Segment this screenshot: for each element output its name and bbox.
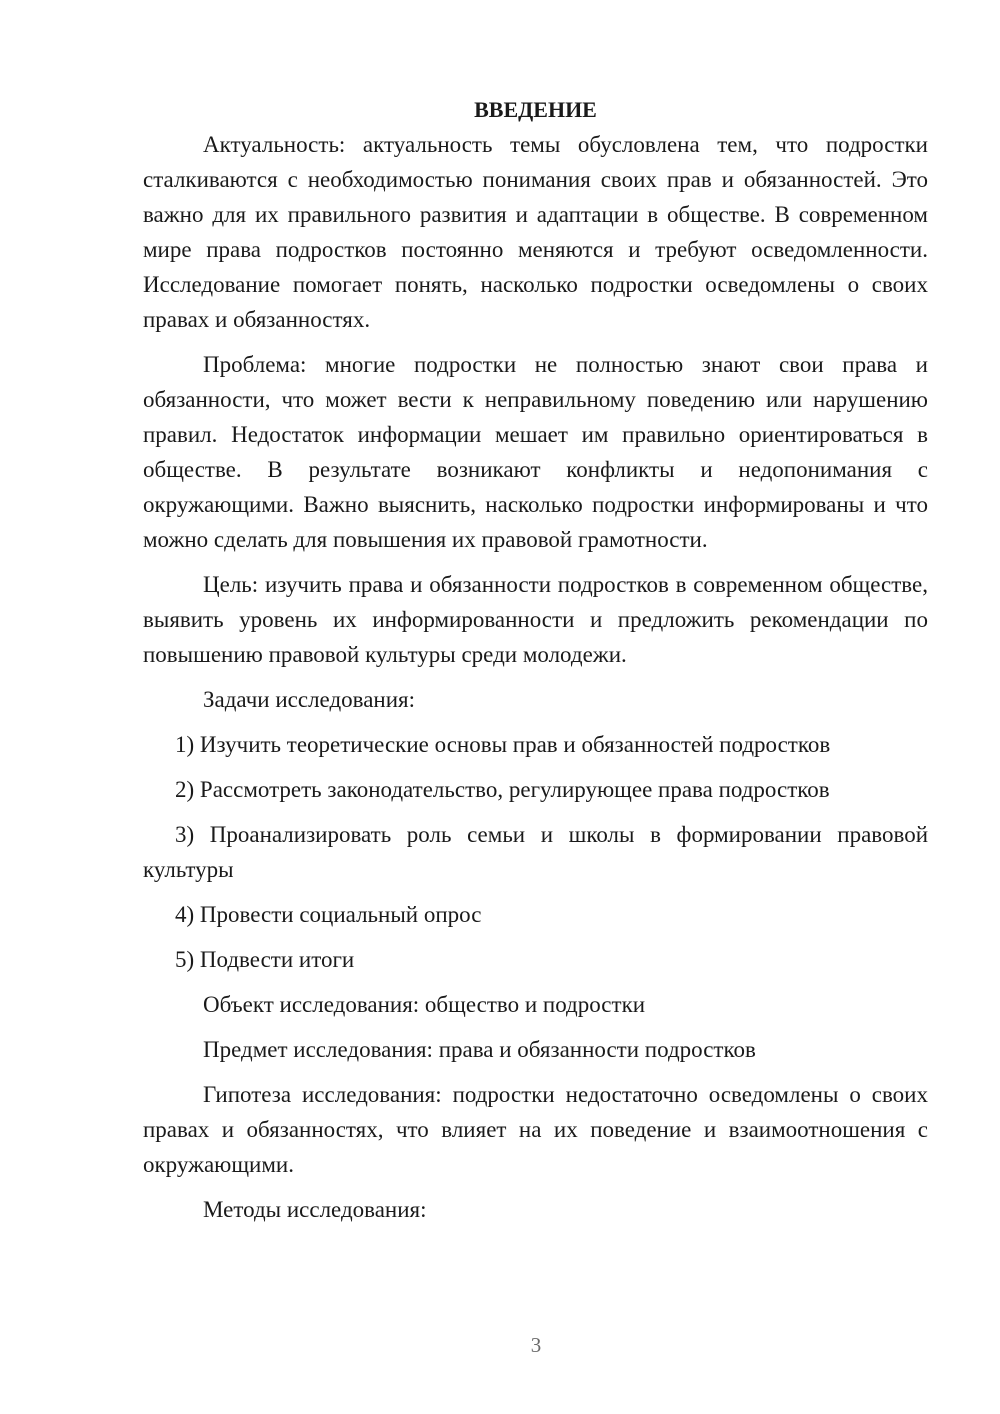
paragraph-problem: Проблема: многие подростки не полностью знают свои права и обязанности, что может вести к неправильному поведению или нарушению правил. Недостаток информации мешает им правильно ориентироваться в обществе. В результате возникают конфликты и недопонимания с окружающими. Важно выяснить, насколько подростки информированы и что можно сделать для повышения их правовой грамотности. bbox=[143, 352, 928, 552]
task-item-4: 4) Провести социальный опрос bbox=[175, 902, 482, 927]
task-item-3: 3) Проанализировать роль семьи и школы в формировании правовой культуры bbox=[143, 822, 928, 882]
section-title: ВВЕДЕНИЕ bbox=[474, 97, 597, 122]
task-item-2: 2) Рассмотреть законодательство, регулирующее права подростков bbox=[175, 777, 830, 802]
tasks-heading: Задачи исследования: bbox=[203, 687, 416, 712]
page-content bbox=[143, 92, 928, 1237]
paragraph-hypothesis: Гипотеза исследования: подростки недостаточно осведомлены о своих правах и обязанностях, что влияет на их поведение и взаимоотношения с окружающими. bbox=[143, 1082, 928, 1177]
task-item-5: 5) Подвести итоги bbox=[175, 947, 355, 972]
task-item-1: 1) Изучить теоретические основы прав и обязанностей подростков bbox=[175, 732, 831, 757]
paragraph-relevance: Актуальность: актуальность темы обусловлена тем, что подростки сталкиваются с необходимостью понимания своих прав и обязанностей. Это важно для их правильного развития и адаптации в обществе. В современном мире права подростков постоянно меняются и требуют осведомленности. Исследование помогает понять, насколько подростки осведомлены о своих правах и обязанностях. bbox=[143, 132, 928, 332]
research-object: Объект исследования: общество и подростки bbox=[203, 992, 646, 1017]
page-number: 3 bbox=[530, 1333, 542, 1357]
methods-heading: Методы исследования: bbox=[203, 1197, 427, 1222]
research-subject: Предмет исследования: права и обязанности подростков bbox=[203, 1037, 756, 1062]
paragraph-goal: Цель: изучить права и обязанности подростков в современном обществе, выявить уровень их информированности и предложить рекомендации по повышению правовой культуры среди молодежи. bbox=[143, 572, 928, 667]
